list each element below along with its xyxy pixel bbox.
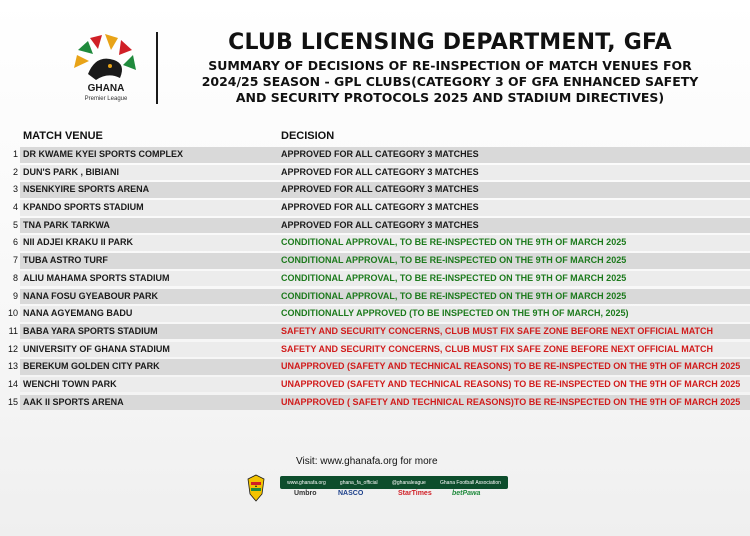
row-number: 15 [7,396,18,407]
venue-name: NANA FOSU GYEABOUR PARK [23,290,159,301]
venue-name: ALIU MAHAMA SPORTS STADIUM [23,272,170,283]
sponsor-betpawa-logo: betPawa [452,490,481,497]
decision-text: UNAPPROVED (SAFETY AND TECHNICAL REASONS) TO BE RE-INSPECTED ON THE 9TH OF MARCH 2025 [281,361,741,372]
decision-text: APPROVED FOR ALL CATEGORY 3 MATCHES [281,219,479,230]
social-links-bar [280,476,508,489]
decision-text: CONDITIONALLY APPROVED (TO BE INSPECTED ON THE 9TH OF MARCH, 2025) [281,308,629,319]
decision-text: UNAPPROVED ( SAFETY AND TECHNICAL REASONS)TO BE RE-INSPECTED ON THE 9TH OF MARCH 2025 [281,396,741,407]
venue-name: BABA YARA SPORTS STADIUM [23,325,158,336]
table-row [0,235,750,251]
logo-text [70,84,142,104]
decision-text: CONDITIONAL APPROVAL, TO BE RE-INSPECTED ON THE 9TH OF MARCH 2025 [281,272,627,283]
venue-name: BEREKUM GOLDEN CITY PARK [23,361,160,372]
venue-name: DR KWAME KYEI SPORTS COMPLEX [23,149,184,159]
venue-name: UNIVERSITY OF GHANA STADIUM [23,343,170,354]
visit-website-text: Visit: www.ghanafa.org for more [296,456,438,467]
row-number: 3 [12,184,18,195]
column-header-venue: MATCH VENUE [23,130,103,142]
table-row [0,342,750,358]
table-row [0,395,750,411]
row-number: 13 [7,361,18,372]
sponsor-startimes-logo: StarTimes [398,490,432,497]
venue-name: TUBA ASTRO TURF [23,255,108,266]
table-row [0,253,750,269]
row-number: 2 [12,166,18,177]
sponsor-umbro-logo: Umbro [294,490,317,497]
venue-name: KPANDO SPORTS STADIUM [23,202,144,213]
row-number: 8 [12,272,18,283]
instagram-link[interactable]: ghana_fa_official [339,479,378,486]
row-number: 14 [7,378,18,389]
table-row [0,147,750,163]
website-link[interactable]: www.ghanafa.org [287,479,326,486]
decision-text: APPROVED FOR ALL CATEGORY 3 MATCHES [281,149,479,159]
subtitle-line: 2024/25 SEASON - GPL CLUBS(CATEGORY 3 OF GFA ENHANCED SAFETY [201,74,699,89]
gfa-crest-icon [247,474,265,502]
table-row [0,271,750,287]
decision-text: SAFETY AND SECURITY CONCERNS, CLUB MUST FIX SAFE ZONE BEFORE NEXT OFFICIAL MATCH [281,343,714,354]
venue-name: NSENKYIRE SPORTS ARENA [23,184,150,195]
venue-name: NANA AGYEMANG BADU [23,308,133,319]
decision-text: CONDITIONAL APPROVAL, TO BE RE-INSPECTED ON THE 9TH OF MARCH 2025 [281,290,627,301]
decision-text: CONDITIONAL APPROVAL, TO BE RE-INSPECTED ON THE 9TH OF MARCH 2025 [281,237,627,248]
page-title: CLUB LICENSING DEPARTMENT, GFA [228,30,672,55]
decision-text: APPROVED FOR ALL CATEGORY 3 MATCHES [281,166,479,177]
table-row [0,165,750,181]
subtitle-line: SUMMARY OF DECISIONS OF RE-INSPECTION OF MATCH VENUES FOR [208,58,692,73]
row-number: 9 [12,290,18,301]
table-row [0,200,750,216]
decision-text: APPROVED FOR ALL CATEGORY 3 MATCHES [281,202,479,213]
sponsor-nasco-logo: NASCO [338,490,364,497]
table-row [0,182,750,198]
row-number: 5 [12,219,18,230]
decision-text: UNAPPROVED (SAFETY AND TECHNICAL REASONS) TO BE RE-INSPECTED ON THE 9TH OF MARCH 2025 [281,378,741,389]
header-divider [156,32,158,104]
decision-text: CONDITIONAL APPROVAL, TO BE RE-INSPECTED ON THE 9TH OF MARCH 2025 [281,255,627,266]
row-number: 1 [12,149,18,159]
venue-name: DUN'S PARK , BIBIANI [23,166,119,177]
row-number: 7 [12,255,18,266]
venue-name: TNA PARK TARKWA [23,219,110,230]
table-row [0,324,750,340]
sponsor-logos [290,490,510,504]
venue-decision-table [0,147,750,412]
page-subtitle [170,58,730,106]
table-row [0,306,750,322]
facebook-link[interactable]: Ghana Football Association [440,479,501,486]
row-number: 6 [12,237,18,248]
table-row [0,359,750,375]
venue-name: AAK II SPORTS ARENA [23,396,124,407]
row-number: 4 [12,202,18,213]
table-row [0,289,750,305]
decision-text: SAFETY AND SECURITY CONCERNS, CLUB MUST FIX SAFE ZONE BEFORE NEXT OFFICIAL MATCH [281,325,714,336]
row-number: 12 [7,343,18,354]
table-row [0,218,750,234]
logo-subtitle: Premier League [84,96,128,102]
row-number: 11 [8,325,18,336]
logo-title: GHANA [87,83,125,94]
table-row [0,377,750,393]
row-number: 10 [7,308,18,319]
decision-text: APPROVED FOR ALL CATEGORY 3 MATCHES [281,184,479,195]
subtitle-line: AND SECURITY PROTOCOLS 2025 AND STADIUM DIRECTIVES) [235,90,665,105]
venue-name: WENCHI TOWN PARK [23,378,117,389]
column-header-decision: DECISION [281,130,335,142]
twitter-link[interactable]: @ghanaleague [391,479,426,486]
venue-name: NII ADJEI KRAKU II PARK [23,237,134,248]
